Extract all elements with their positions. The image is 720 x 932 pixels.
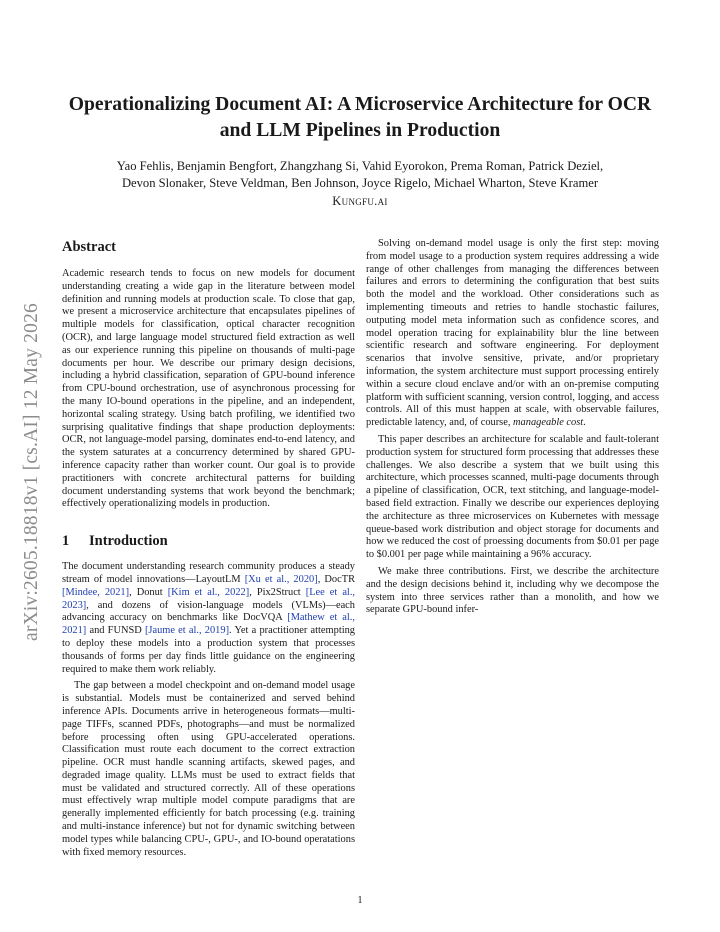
right-column [366,238,659,617]
arxiv-stamp [12,262,52,682]
page-number: 1 [357,895,363,906]
intro-paragraph-4: This paper describes an architecture for scalable and fault-tolerant production system for structured form processing that addresses these challenges. We also describe a system that we built using this architecture, which processes scanned, multi-page documents through a pipeline of classification, OCR, text stitching, and language-model-based field extraction. Finally we describe our experiences deploying the architecture as three microservices on Kubernetes with message queue-based work distribution and object storage for documents and how we reduced the cost of proessing documents from $0.01 per page to $0.001 per page while maintaining a 96% accuracy. [366,433,659,561]
paper-title: Operationalizing Document AI: A Microservice Architecture for OCR and LLM Pipelines in Production [68,94,652,141]
citation-link[interactable]: [Kim et al., 2022] [167,586,250,598]
section-heading-introduction [62,532,355,550]
abstract-heading: Abstract [62,239,116,255]
intro-paragraph-2: The gap between a model checkpoint and on-demand model usage is substantial. Models must be containerized and served behind inference APIs. Documents arrive in heterogeneous formats—multi-page TIFFs, scanned PDFs, photographs—and must be normalized before processing often using GPU-accelerated operations. Classification must route each document to the correct extraction pipeline. OCR must handle scanning artifacts, skewed pages, and degraded image quality. LLMs must be used to extract fields that must be validated and structured correctly. All of these operations must effectively wrap multiple model compute paradigms that are generally implemented efficiently for batch processing (e.g. training and multi-instance inference) but not for dynamic switching between model types while balancing CPU-, GPU-, and IO-bound operatations with fixed memory resources. [62,680,355,858]
citation-link[interactable]: [Mindee, 2021] [62,586,130,598]
arxiv-id: arXiv:2605.18818v1 [cs.AI] 12 May 2026 [21,303,42,641]
author-list [60,158,660,192]
abstract-text: Academic research tends to focus on new models for document understanding creating a wide gap in the literature between model definition and running models at production scale. To close that gap, we present a microservice architecture that encapsulates pipelines of multiple models for classification, optical character recognition (OCR), and large language model structured field extraction as well as our experience running this pipeline on thousands of multi-page documents per hour. We describe our primary design decisions, including a hybrid classification, separation of GPU-bound inference from CPU-bound orchestration, use of asynchronous processing for the many IO-bound operations in the pipeline, and an independent, horizontal scaling strategy. Using batch profiling, we identified two surprising qualitative findings that shape production deployments: OCR, not language-model parsing, dominates end-to-end latency, and the system saturates at a concurrency determined by shared GPU-inference capacity rather than worker count. Our goal is to provide practitioners with concrete architectural patterns for building document understanding systems that work beyond the benchmark; effectively operationalizing models in production. [62,268,355,510]
authors-line-1: Yao Fehlis, Benjamin Bengfort, Zhangzhang Si, Vahid Eyorokon, Prema Roman, Patrick Deziel, [116,159,604,173]
intro-paragraph-5: We make three contributions. First, we describe the architecture and the design decisions behind it, including why we decompose the system into three services rather than a monolith, and how we separate GPU-bound infer- [366,565,659,616]
citation-link[interactable]: [Lee et al., 2023] [62,586,356,611]
section-number: 1 [62,533,70,550]
left-column [62,238,355,859]
citation-link[interactable]: [Jaume et al., 2019] [144,625,230,637]
authors-line-2: Devon Slonaker, Steve Veldman, Ben Johnson, Joyce Rigelo, Michael Wharton, Steve Kramer [121,176,599,190]
citation-link[interactable]: [Mathew et al., 2021] [62,612,355,637]
affiliation: Kungfu.ai [332,194,388,208]
section-title: Introduction [89,533,168,550]
intro-paragraph-3: Solving on-demand model usage is only the first step: moving from model usage to a production system requires addressing a wide range of other challenges from managing the differences between failures and errors to determining the configuration that best suits both the model and the workload. Other considerations such as implementing timeouts and retries to handle stochastic failures, outputing model meta information such as confidence scores, and model operation tracing for explainability blur the line between scientific research and software engineering. For deployment scenarios that involve sensitive, private, and/or proprietary information, the system architecture must support processing entirely within a secure cloud enclave and/or with an on-premise computing platform with sufficient scanning, version control, logging, and access controls. All of this must happen at scale, with observable failures, predictable latency, and, of course, manageable cost. [366,238,659,429]
citation-link[interactable]: [Xu et al., 2020] [244,573,318,585]
intro-paragraph-1: The document understanding research community produces a steady stream of model innovations—LayoutLM [Xu et al., 2020], DocTR [Mindee, 2021], Donut [Kim et al., 2022], Pix2Struct [Lee et al., 2023], and dozens of vision-language models (VLMs)—each advancing accuracy on benchmarks like DocVQA [Mathew et al., 2021] and FUNSD [Jaume et al., 2019]. Yet a practitioner attempting to deploy these models into a production system that processes thousands of forms per day finds little guidance on the engineering required to make them work reliably. [62,561,356,675]
